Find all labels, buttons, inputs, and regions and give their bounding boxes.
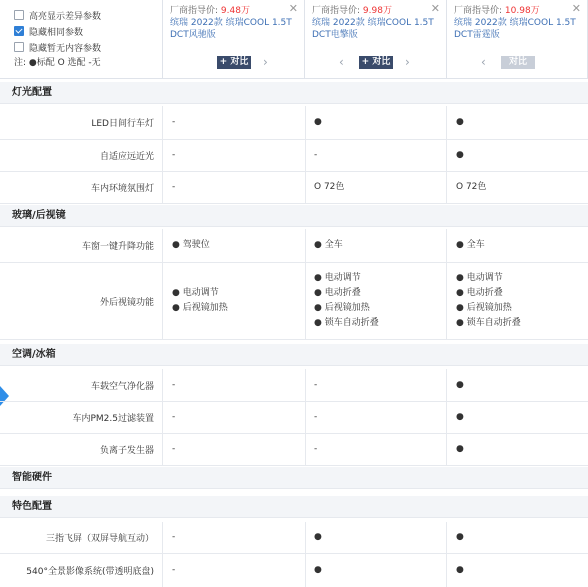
spec-value: ● — [456, 379, 464, 390]
row-led — [0, 106, 588, 140]
car-column-header — [163, 0, 305, 78]
checkbox-checked[interactable] — [14, 26, 24, 36]
row-label: 车内环境氛围灯 — [0, 172, 163, 203]
spec-value: ● 后视镜加热 — [456, 303, 512, 313]
section-feature: 特色配置 — [0, 496, 588, 518]
row-label: 车窗一键升降功能 — [0, 229, 163, 262]
car-name-link[interactable]: 缤瑞 2022款 缤瑞COOL 1.5T DCT风驰版 — [170, 18, 292, 40]
section-light: 灯光配置 — [0, 82, 588, 104]
option-label: 高亮显示差异参数 — [29, 11, 102, 22]
spec-value: - — [172, 412, 176, 422]
spec-value: - — [314, 412, 318, 422]
checkbox[interactable] — [14, 42, 24, 52]
option-label: 隐藏相同参数 — [29, 27, 84, 38]
spec-value: - — [314, 379, 318, 390]
spec-value: - — [172, 532, 176, 542]
section-ac: 空调/冰箱 — [0, 344, 588, 366]
row-window — [0, 229, 588, 263]
row-label: LED日间行车灯 — [0, 106, 163, 139]
spec-value: ● — [456, 532, 464, 542]
spec-value: ● — [456, 565, 464, 575]
spec-value: ● — [456, 444, 464, 454]
spec-value: - — [314, 150, 318, 160]
spec-value: ● — [314, 117, 322, 127]
row-triple-screen — [0, 522, 588, 554]
spec-value: - — [172, 444, 176, 454]
spec-value: - — [172, 182, 176, 192]
section-glass: 玻璃/后视镜 — [0, 205, 588, 227]
row-label: 540°全景影像系统(带透明底盘) — [0, 554, 163, 587]
row-label: 车内PM2.5过滤装置 — [0, 402, 163, 433]
spec-value: ● 后视镜加热 — [172, 303, 228, 313]
display-options — [0, 0, 163, 78]
spec-value: ● — [314, 565, 322, 575]
legend: 注: ●标配 O 选配 -无 — [14, 58, 101, 68]
row-pm25 — [0, 402, 588, 434]
checkbox[interactable] — [14, 10, 24, 20]
spec-value: - — [172, 379, 176, 390]
row-label: 负离子发生器 — [0, 434, 163, 465]
row-label: 自适应远近光 — [0, 140, 163, 171]
spec-value: ● 电动调节 — [314, 273, 361, 283]
spec-value: ● 全车 — [456, 240, 485, 250]
option-hide-empty[interactable] — [14, 41, 101, 53]
chevron-left-icon[interactable]: ‹ — [339, 55, 344, 69]
price: 厂商指导价: 10.98万 — [454, 6, 540, 16]
row-ambient-light — [0, 172, 588, 204]
spec-value: - — [172, 117, 176, 127]
price: 厂商指导价: 9.98万 — [312, 6, 392, 16]
car-name-link[interactable]: 缤瑞 2022款 缤瑞COOL 1.5T DCT雷霆版 — [454, 18, 576, 40]
compare-button[interactable]: + 对比 — [359, 56, 393, 69]
spec-value: O 72色 — [314, 182, 345, 192]
spec-value: ● — [456, 412, 464, 422]
row-label: 外后视镜功能 — [0, 263, 163, 339]
spec-value: - — [314, 444, 318, 454]
row-panoramic-camera — [0, 554, 588, 587]
plus-icon: + — [219, 57, 231, 67]
spec-value: ● 后视镜加热 — [314, 303, 370, 313]
close-icon[interactable]: ✕ — [288, 2, 298, 15]
spec-value: ● 电动折叠 — [314, 288, 361, 298]
car-name-link[interactable]: 缤瑞 2022款 缤瑞COOL 1.5T DCT电擎版 — [312, 18, 434, 40]
compare-header — [0, 0, 588, 79]
option-hide-identical[interactable] — [14, 25, 83, 37]
spec-value: ● — [456, 117, 464, 127]
close-icon[interactable]: ✕ — [430, 2, 440, 15]
row-label: 车载空气净化器 — [0, 369, 163, 401]
chevron-right-icon[interactable]: › — [405, 55, 410, 69]
spec-value: ● — [456, 150, 464, 160]
car-column-header — [305, 0, 447, 78]
chevron-left-icon[interactable]: ‹ — [481, 55, 486, 69]
row-ionizer — [0, 434, 588, 466]
spec-value: ● 电动折叠 — [456, 288, 503, 298]
spec-value: - — [172, 565, 176, 575]
row-label: 三指飞屏（双屏导航互动） — [0, 522, 163, 553]
chevron-right-icon[interactable]: › — [263, 55, 268, 69]
option-highlight-diff[interactable] — [14, 9, 101, 21]
compare-button[interactable]: + 对比 — [217, 56, 251, 69]
spec-value: - — [172, 150, 176, 160]
spec-value: ● 电动调节 — [456, 273, 503, 283]
plus-icon: + — [361, 57, 373, 67]
compare-button[interactable]: 对比 — [501, 56, 535, 69]
spec-value: ● 电动调节 — [172, 288, 219, 298]
spec-value: O 72色 — [456, 182, 487, 192]
spec-value: ● 锁车自动折叠 — [314, 318, 379, 328]
row-adaptive-beam — [0, 140, 588, 172]
close-icon[interactable]: ✕ — [571, 2, 581, 15]
spec-value: ● 驾驶位 — [172, 240, 210, 250]
spec-value: ● — [314, 532, 322, 542]
car-column-header — [447, 0, 588, 78]
row-air-purifier — [0, 369, 588, 402]
price: 厂商指导价: 9.48万 — [170, 6, 250, 16]
option-label: 隐藏暂无内容参数 — [29, 43, 102, 54]
section-smart: 智能硬件 — [0, 467, 588, 489]
spec-value: ● 全车 — [314, 240, 343, 250]
row-mirror — [0, 263, 588, 340]
spec-value: ● 锁车自动折叠 — [456, 318, 521, 328]
